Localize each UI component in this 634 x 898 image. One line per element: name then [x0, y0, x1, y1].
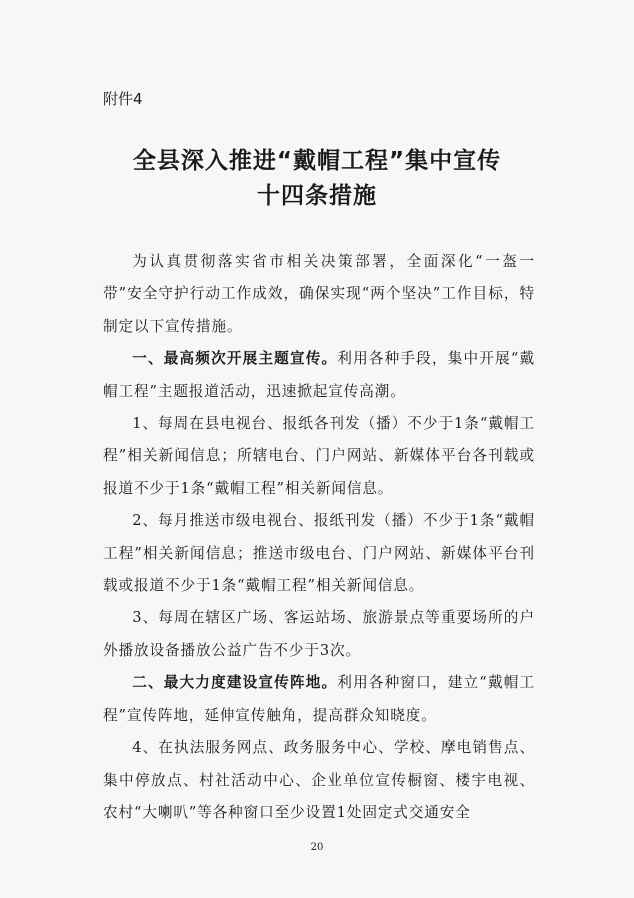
- measure-4-paragraph: [103, 732, 535, 829]
- paragraph-text: 1、每周在县电视台、报纸各刊发（播）不少于1条“戴帽工程”相关新闻信息；所辖电台、门户网站、新媒体平台各刊载或报道不少于1条“戴帽工程”相关新闻信息。: [103, 415, 535, 497]
- paragraph-text: 3、每周在辖区广场、客运站场、旅游景点等重要场所的户外播放设备播放公益广告不少于3次。: [103, 609, 535, 659]
- section-2-paragraph: [103, 667, 535, 732]
- document-title-line-1: 全县深入推进“戴帽工程”集中宣传: [132, 148, 502, 174]
- page-number: 20: [310, 842, 324, 853]
- section-1-paragraph: [103, 343, 535, 408]
- paragraph-text: 为认真贯彻落实省市相关决策部署，全面深化“一盔一带”安全守护行动工作成效，确保实现“两个坚决”工作目标，特制定以下宣传措施。: [103, 253, 535, 335]
- paragraph-text: 4、在执法服务网点、政务服务中心、学校、摩电销售点、集中停放点、村社活动中心、企业单位宣传橱窗、楼宇电视、农村“大喇叭”等各种窗口至少设置1处固定式交通安全: [103, 739, 535, 821]
- intro-paragraph: [103, 246, 535, 343]
- section-heading: 一、最高频次开展主题宣传。: [132, 350, 338, 368]
- measure-1-paragraph: [103, 408, 535, 505]
- measure-2-paragraph: [103, 505, 535, 602]
- attachment-label: 附件4: [103, 90, 143, 108]
- paragraph-text: 利用各种手段，集中开展“戴帽工程”主题报道活动，迅速掀起宣传高潮。: [103, 350, 535, 400]
- document-title-line-2: 十四条措施: [257, 183, 377, 209]
- document-body: [103, 246, 535, 829]
- section-heading: 二、最大力度建设宣传阵地。: [132, 674, 338, 692]
- paragraph-text: 2、每月推送市级电视台、报纸刊发（播）不少于1条“戴帽工程”相关新闻信息；推送市级电台、门户网站、新媒体平台刊载或报道不少于1条“戴帽工程”相关新闻信息。: [103, 512, 535, 595]
- measure-3-paragraph: [103, 602, 535, 667]
- paragraph-text: 利用各种窗口，建立“戴帽工程”宣传阵地，延伸宣传触角，提高群众知晓度。: [103, 674, 535, 724]
